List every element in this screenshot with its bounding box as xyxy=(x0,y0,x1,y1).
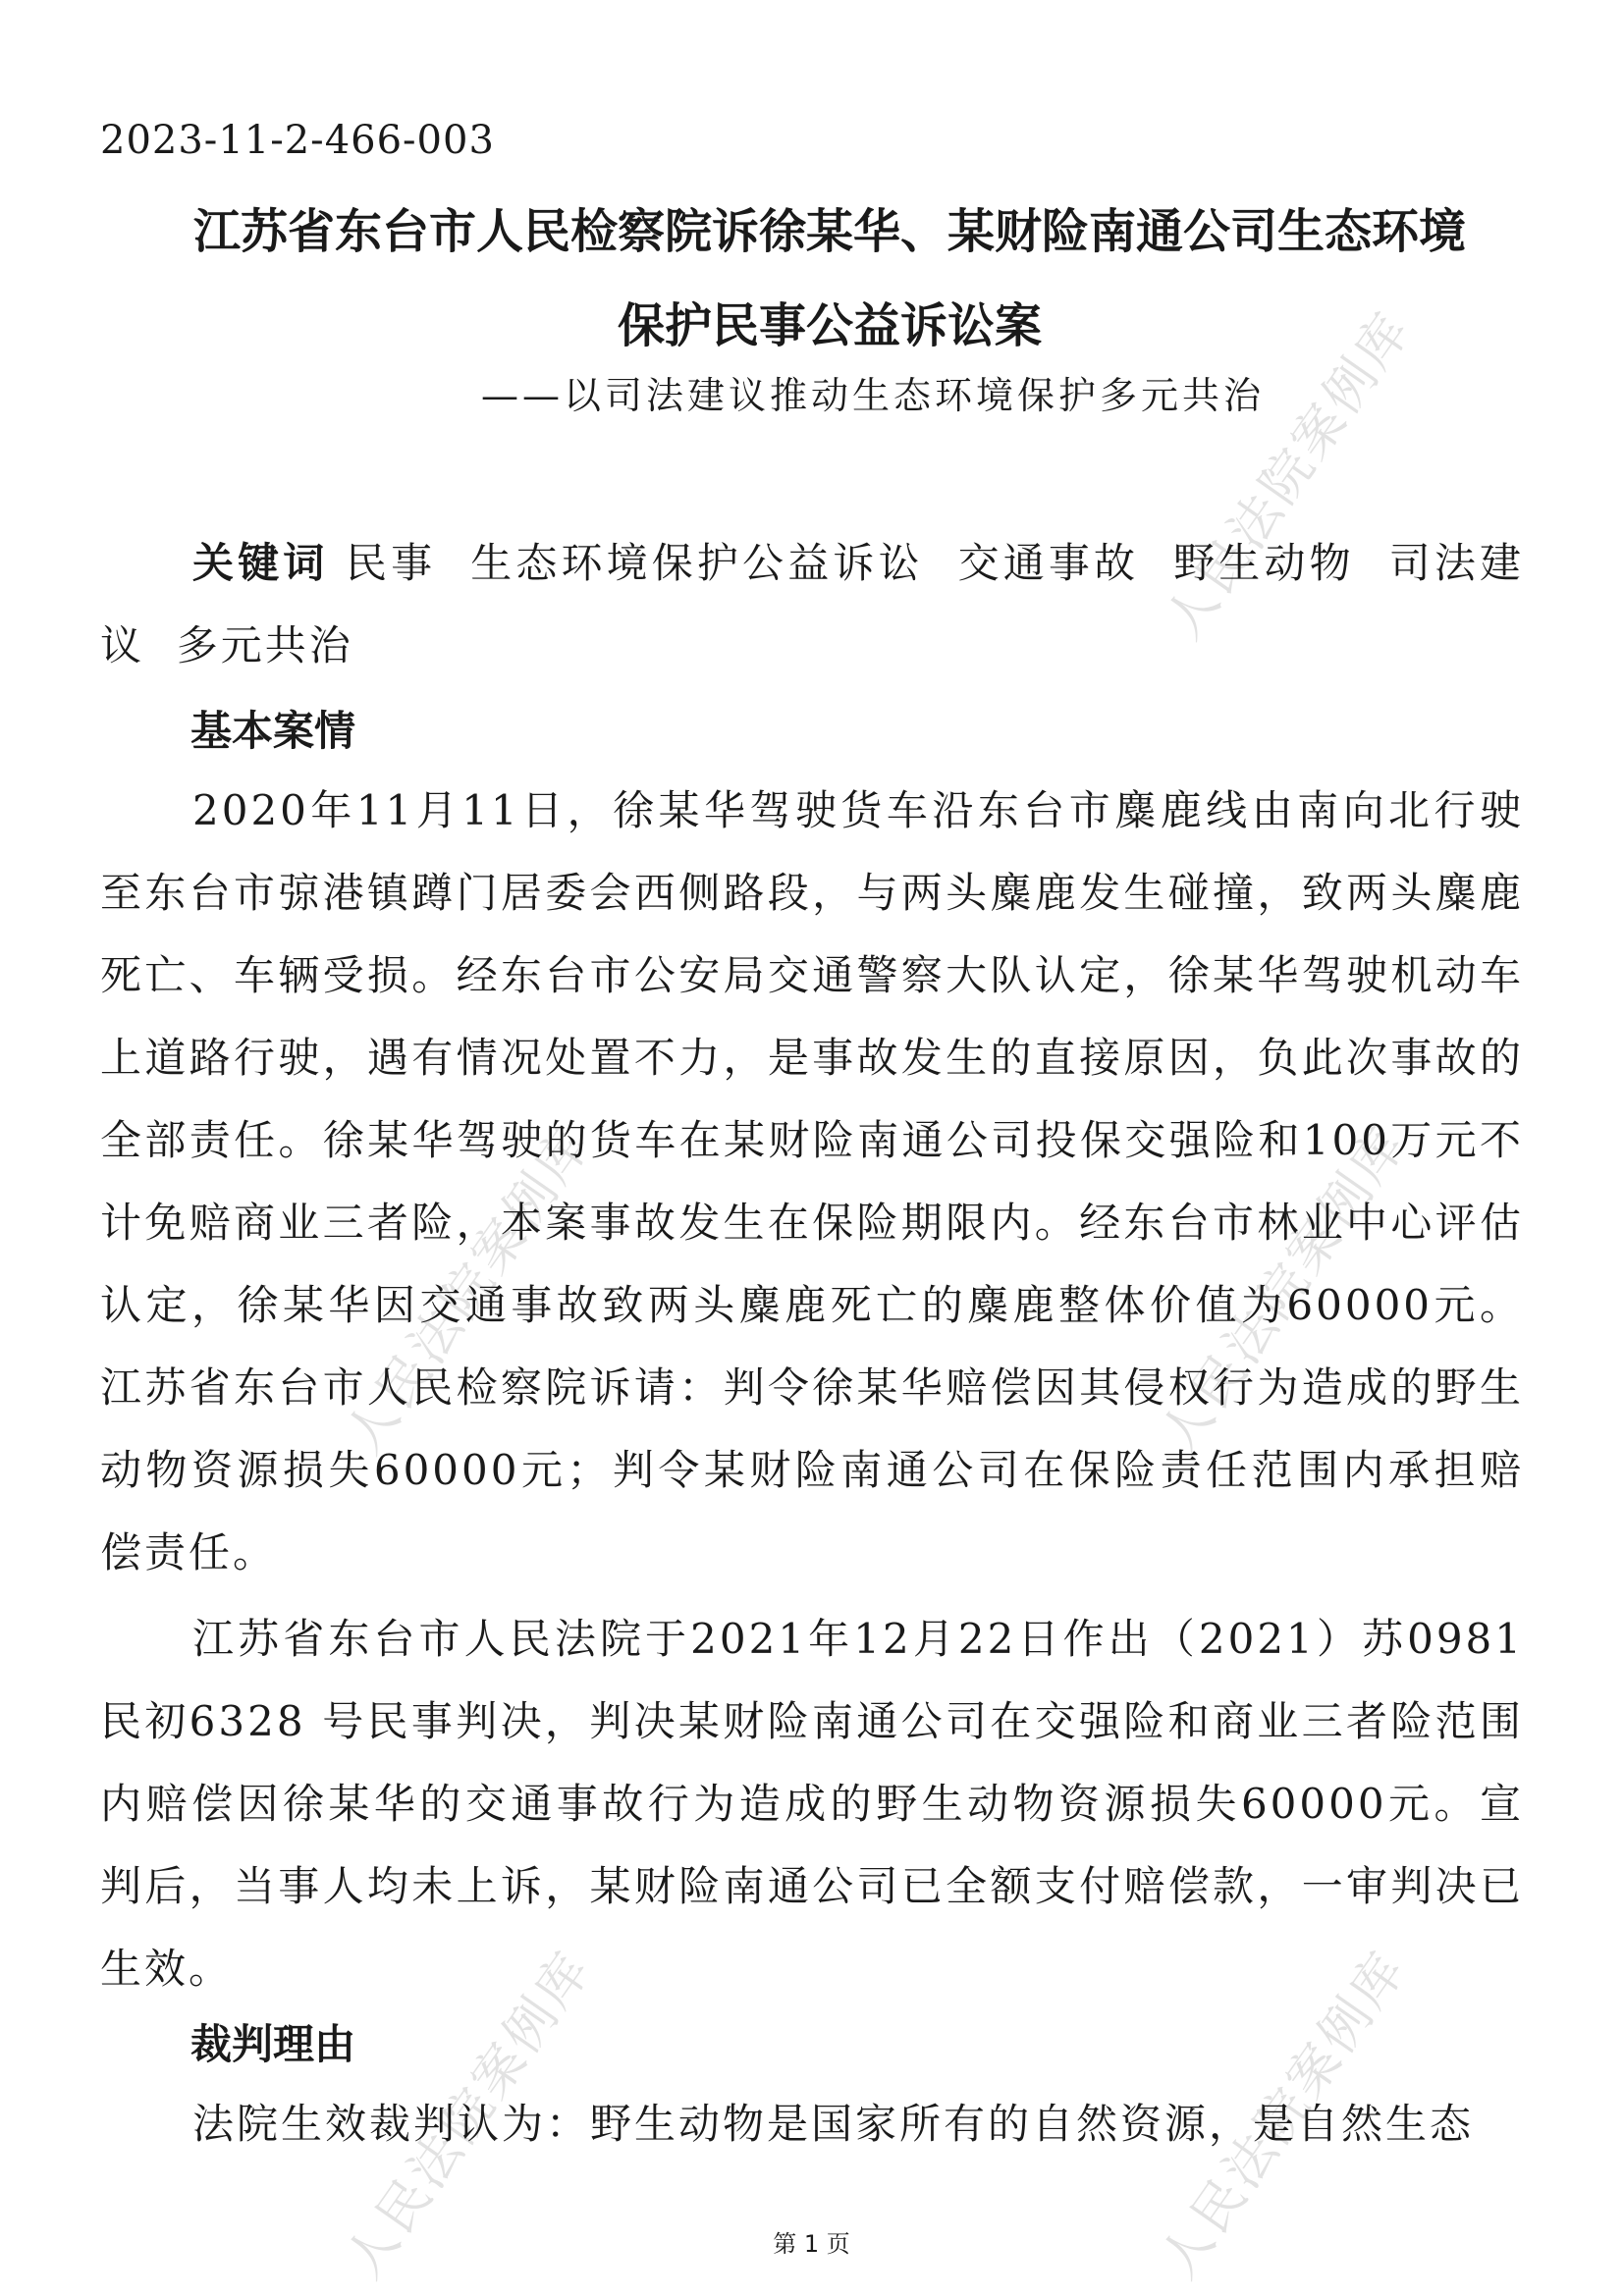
reasons-paragraph-1: 法院生效裁判认为：野生动物是国家所有的自然资源，是自然生态 xyxy=(192,2100,1475,2148)
keywords-list: 民事 生态环境保护公益诉讼 交通事故 野生动物 司法建议 多元共治 xyxy=(100,539,1524,669)
facts-paragraph-1: 2020年11月11日，徐某华驾驶货车沿东台市麋鹿线由南向北行驶至东台市弶港镇蹲门居委会西侧路段，与两头麋鹿发生碰撞，致两头麋鹿死亡、车辆受损。经东台市公安局交通警察大队认定，徐某华驾驶机动车上道路行驶，遇有情况处置不力，是事故发生的直接原因，负此次事故的全部责任。徐某华驾驶的货车在某财险南通公司投保交强险和100万元不计免赔商业三者险，本案事故发生在保险期限内。经东台市林业中心评估认定，徐某华因交通事故致两头麋鹿死亡的麋鹿整体价值为60000元。江苏省东台市人民检察院诉请：判令徐某华赔偿因其侵权行为造成的野生动物资源损失60000元；判令某财险南通公司在保险责任范围内承担赔偿责任。 xyxy=(100,786,1524,1576)
watermark: 人民法院案例库 xyxy=(1149,1115,1419,1465)
title-line-1: 江苏省东台市人民检察院诉徐某华、某财险南通公司生态环境 xyxy=(192,204,1466,259)
section-heading-facts: 基本案情 xyxy=(190,707,356,755)
title-line-2: 保护民事公益诉讼案 xyxy=(617,298,1042,353)
section-heading-reasons: 裁判理由 xyxy=(190,2020,356,2068)
document-subtitle: ——以司法建议推动生态环境保护多元共治 xyxy=(481,374,1266,417)
watermark: 人民法院案例库 xyxy=(334,1115,604,1465)
keywords-paragraph xyxy=(100,522,1524,687)
document-title xyxy=(128,185,1532,373)
keywords-label: 关键词 xyxy=(192,539,329,587)
page-number: 第 1 页 xyxy=(773,2230,850,2258)
watermark: 人民法院案例库 xyxy=(334,1940,604,2289)
facts-paragraph-2: 江苏省东台市人民法院于2021年12月22日作出（2021）苏0981 民初6328 号民事判决，判决某财险南通公司在交强险和商业三者险范围内赔偿因徐某华的交通事故行为造成的野生动物资源损失60000元。宣判后，当事人均未上诉，某财险南通公司已全额支付赔偿款，一审判决已生效。 xyxy=(100,1615,1524,1993)
watermark: 人民法院案例库 xyxy=(1154,300,1424,650)
watermark: 人民法院案例库 xyxy=(1149,1940,1419,2289)
case-number: 2023-11-2-466-003 xyxy=(100,118,495,163)
